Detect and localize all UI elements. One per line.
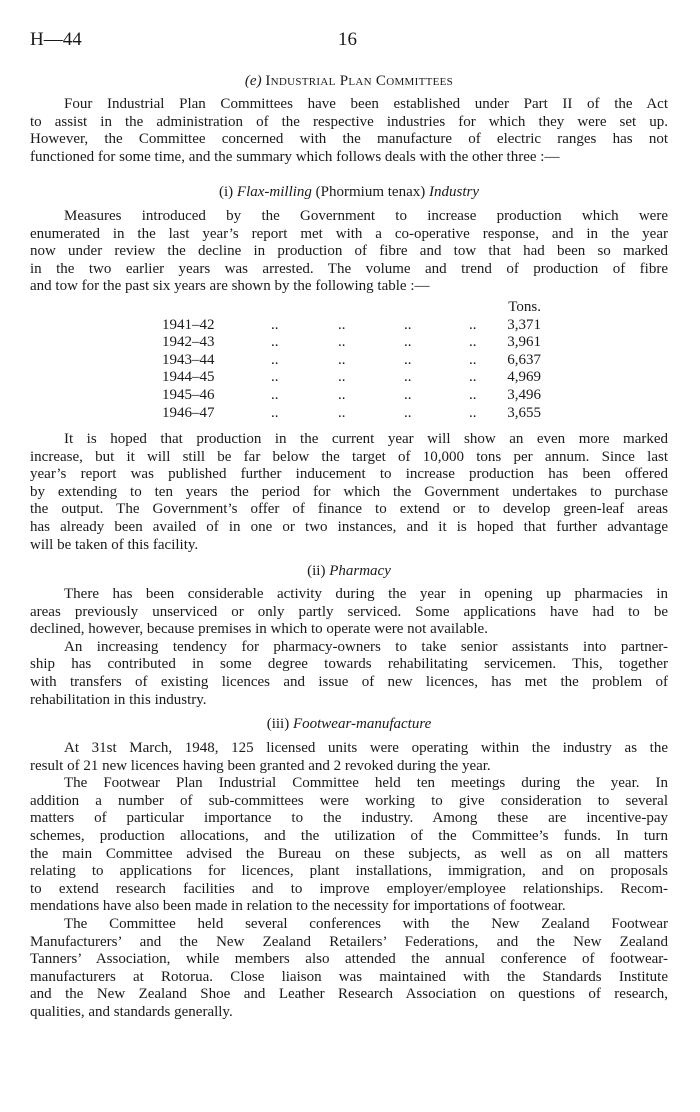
text-line: will be taken of this facility. [30, 536, 199, 553]
page-number: 16 [338, 29, 357, 50]
leader-dots: .. [271, 369, 279, 386]
pharmacy-heading-num: (ii) [307, 563, 330, 579]
leader-dots: .. [469, 334, 477, 351]
footwear-text [30, 740, 668, 1022]
footwear-heading-num: (iii) [266, 716, 293, 732]
leader-dots: .. [338, 386, 346, 403]
text-line: It is hoped that production in the current year will show an even more marked [64, 431, 668, 447]
text-line: functioned for some time, and the summary which follows deals with the other three :— [30, 148, 560, 165]
intro-paragraph [30, 96, 668, 166]
flax-heading-plain: (Phormium tenax) [311, 184, 429, 200]
flax-heading-num: (i) [219, 184, 237, 200]
text-line: manufacturers at Rotorua. Close liaison was maintained with the Standards Institute [30, 968, 668, 985]
text-line: by extending to ten years the period for which the Government undertakes to purchase [30, 483, 668, 500]
text-line: in the two earlier years was arrested. The volume and trend of production of fibre [30, 260, 668, 277]
table-row [0, 334, 700, 352]
year-cell: 1943–44 [162, 351, 215, 368]
text-line: to extend research facilities and to improve employer/employee relationships. Recom- [30, 880, 668, 897]
section-heading [30, 73, 668, 91]
text-line: Tanners’ Association, while members also attended the annual conference of footwear- [30, 951, 668, 968]
text-line: now under review the decline in production of fibre and tow that had been so marked [30, 243, 668, 260]
year-cell: 1941–42 [162, 316, 215, 333]
leader-dots: .. [338, 404, 346, 421]
text-line: Four Industrial Plan Committees have been established under Part II of the Act [64, 96, 668, 112]
text-line: areas previously unserviced or only partly serviced. Some applications have had to be [30, 603, 668, 620]
text-line: Measures introduced by the Government to increase production which were [64, 208, 668, 224]
leader-dots: .. [271, 334, 279, 351]
footwear-paragraph-1 [30, 740, 668, 775]
text-line: declined, however, because premises in which to operate were not available. [30, 621, 488, 638]
text-line: addition a number of sub-committees were working to give consideration to several [30, 792, 668, 809]
text-line: increase, but it will still be far below the target of 10,000 tons per annum. Since last [30, 448, 668, 465]
leader-dots: .. [271, 351, 279, 368]
text-line: the main Committee advised the Bureau on these subjects, as well as on all matters [30, 845, 668, 862]
leader-dots: .. [469, 351, 477, 368]
flax-production-table [0, 299, 700, 422]
text-line: enumerated in the last year’s report met with a co-operative response, and in the year [30, 225, 668, 242]
table-row [0, 369, 700, 387]
text-line: result of 21 new licences having been granted and 2 revoked during the year. [30, 757, 491, 774]
text-line: An increasing tendency for pharmacy-owners to take senior assistants into partner- [64, 638, 668, 655]
tons-cell: 4,969 [507, 369, 541, 386]
text-line: ship has contributed in some degree towards rehabilitating servicemen. This, together [30, 656, 668, 673]
text-line: Manufacturers’ and the New Zealand Retailers’ Federations, and the New Zealand [30, 933, 668, 950]
text-line: has already been availed of in one or two instances, and it is hoped that further advantage [30, 518, 668, 535]
text-line: schemes, production allocations, and the utilization of the Committee’s funds. In turn [30, 827, 668, 844]
leader-dots: .. [271, 316, 279, 333]
text-line: There has been considerable activity during the year in opening up pharmacies in [64, 586, 668, 602]
text-line: The Committee held several conferences with the New Zealand Footwear [64, 915, 668, 932]
text-line: relating to applications for licences, plant installations, immigration, and on proposals [30, 863, 668, 880]
leader-dots: .. [338, 351, 346, 368]
flax-heading-italic1: Flax-milling [236, 184, 312, 200]
footwear-paragraph-3 [30, 916, 668, 1022]
flax-heading [30, 184, 668, 202]
text-line: the output. The Government’s offer of finance to extend or to develop green-leaf areas [30, 501, 668, 518]
pharmacy-text [30, 586, 668, 709]
leader-dots: .. [404, 316, 412, 333]
leader-dots: .. [469, 386, 477, 403]
flax-paragraph-1 [30, 208, 668, 296]
leader-dots: .. [469, 316, 477, 333]
text-line: and tow for the past six years are shown by the following table :— [30, 278, 430, 295]
leader-dots: .. [469, 404, 477, 421]
leader-dots: .. [271, 386, 279, 403]
text-line: qualities, and standards generally. [30, 1003, 233, 1020]
table-unit-header: Tons. [508, 299, 541, 315]
text-line: mendations have also been made in relation to the necessity for importations of footwear. [30, 898, 566, 915]
tons-cell: 3,961 [507, 334, 541, 351]
flax-heading-italic2: Industry [429, 184, 479, 200]
pharmacy-paragraph-1 [30, 586, 668, 639]
footwear-heading [30, 716, 668, 734]
pharmacy-heading-italic: Pharmacy [329, 563, 391, 579]
leader-dots: .. [338, 369, 346, 386]
text-line: to assist in the administration of the respective industries for which they were set up. [30, 113, 668, 130]
year-cell: 1944–45 [162, 369, 215, 386]
leader-dots: .. [404, 386, 412, 403]
leader-dots: .. [338, 334, 346, 351]
text-line: with transfers of existing licences and issue of new licences, has met the problem of [30, 673, 668, 690]
leader-dots: .. [404, 369, 412, 386]
tons-cell: 6,637 [507, 351, 541, 368]
table-row [0, 317, 700, 335]
text-line: At 31st March, 1948, 125 licensed units were operating within the industry as the [64, 740, 668, 756]
text-line: matters of particular importance to the industry. Among these are incentive-pay [30, 810, 668, 827]
document-reference: H—44 [30, 29, 82, 50]
leader-dots: .. [338, 316, 346, 333]
table-row [0, 352, 700, 370]
tons-cell: 3,655 [507, 404, 541, 421]
flax-paragraph-2 [30, 431, 668, 554]
text-line: The Footwear Plan Industrial Committee held ten meetings during the year. In [64, 775, 668, 792]
text-line: rehabilitation in this industry. [30, 691, 207, 708]
leader-dots: .. [271, 404, 279, 421]
footwear-heading-italic: Footwear-manufacture [292, 716, 432, 732]
section-heading-prefix: (e) [244, 73, 266, 89]
text-line: year’s report was published further inducement to increase production has been offered [30, 466, 668, 483]
text-line: and the New Zealand Shoe and Leather Research Association on questions of research, [30, 986, 668, 1003]
text-line: However, the Committee concerned with the manufacture of electric ranges has not [30, 131, 668, 148]
section-heading-title: Industrial Plan Committees [265, 73, 454, 89]
pharmacy-heading [30, 563, 668, 581]
year-cell: 1945–46 [162, 386, 215, 403]
table-row [0, 405, 700, 423]
pharmacy-paragraph-2 [30, 639, 668, 709]
leader-dots: .. [469, 369, 477, 386]
year-cell: 1946–47 [162, 404, 215, 421]
year-cell: 1942–43 [162, 334, 215, 351]
leader-dots: .. [404, 334, 412, 351]
leader-dots: .. [404, 404, 412, 421]
leader-dots: .. [404, 351, 412, 368]
tons-cell: 3,496 [507, 386, 541, 403]
table-row [0, 387, 700, 405]
footwear-paragraph-2 [30, 775, 668, 916]
tons-cell: 3,371 [507, 316, 541, 333]
